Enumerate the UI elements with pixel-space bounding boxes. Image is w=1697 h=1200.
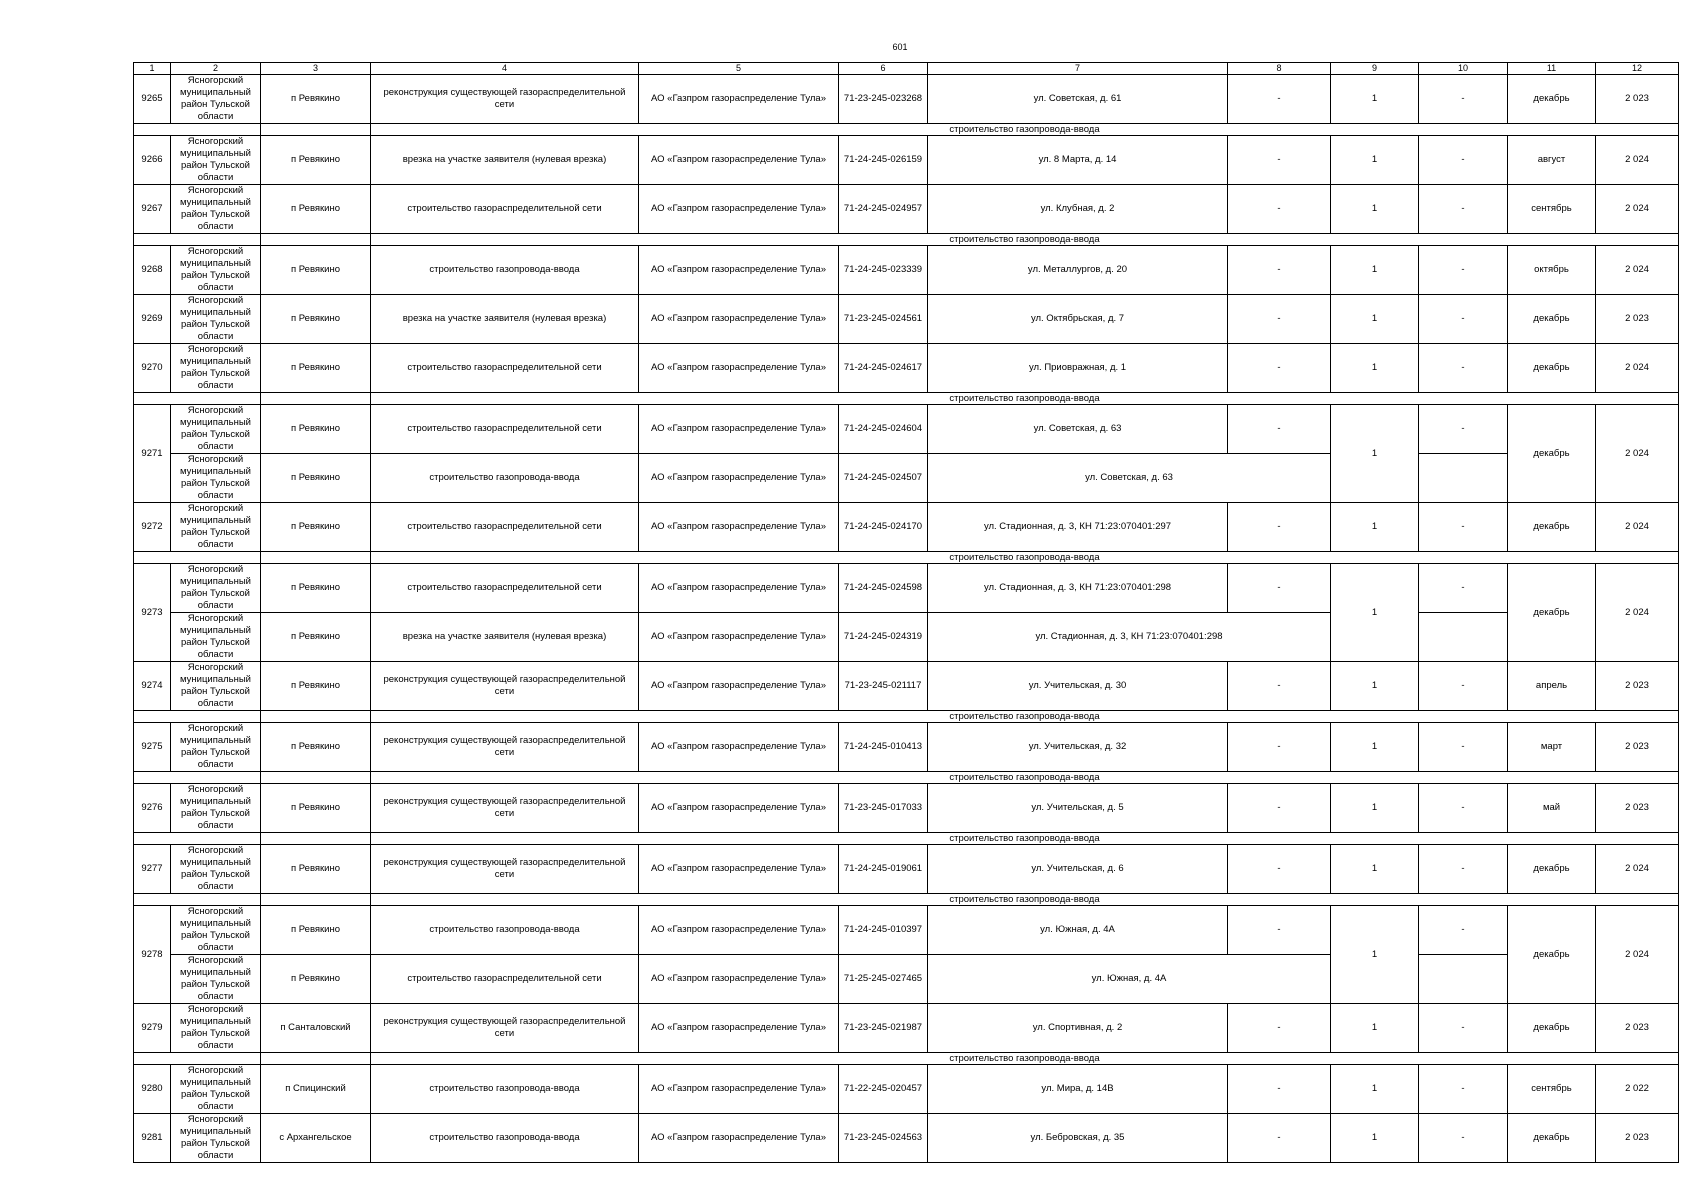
work-type-cell: врезка на участке заявителя (нулевая врезка): [371, 613, 639, 662]
separator-row: [134, 393, 1679, 405]
year-cell: 2 024: [1596, 503, 1679, 552]
col10-cell: -: [1419, 405, 1508, 454]
locality-cell: п Ревякино: [261, 662, 371, 711]
region-cell: Ясногорский муниципальный район Тульской области: [171, 784, 261, 833]
col8-cell: -: [1228, 1065, 1331, 1114]
locality-cell: п Ревякино: [261, 503, 371, 552]
code-cell: 71-22-245-020457: [839, 1065, 928, 1114]
col9-cell: 1: [1331, 185, 1419, 234]
address-cell: ул. Советская, д. 63: [928, 454, 1331, 503]
col8-cell: -: [1228, 136, 1331, 185]
table-row: [134, 955, 1679, 1004]
col10-cell: -: [1419, 1004, 1508, 1053]
table-row: [134, 295, 1679, 344]
year-cell: 2 023: [1596, 295, 1679, 344]
code-cell: 71-24-245-010397: [839, 906, 928, 955]
locality-cell: п Ревякино: [261, 845, 371, 894]
col10-cell: -: [1419, 136, 1508, 185]
address-cell: ул. Мира, д. 14В: [928, 1065, 1228, 1114]
col8-cell: -: [1228, 906, 1331, 955]
address-cell: ул. Октябрьская, д. 7: [928, 295, 1228, 344]
col10-cell: [1419, 613, 1508, 662]
region-cell: Ясногорский муниципальный район Тульской области: [171, 906, 261, 955]
col8-cell: -: [1228, 845, 1331, 894]
organization-cell: АО «Газпром газораспределение Тула»: [639, 75, 839, 124]
col9-cell: 1: [1331, 344, 1419, 393]
col8-cell: -: [1228, 295, 1331, 344]
address-cell: ул. Советская, д. 61: [928, 75, 1228, 124]
work-type-cell: строительство газопровода-ввода: [371, 246, 639, 295]
region-cell: Ясногорский муниципальный район Тульской области: [171, 454, 261, 503]
month-cell: декабрь: [1508, 503, 1596, 552]
address-cell: ул. Учительская, д. 5: [928, 784, 1228, 833]
col10-cell: -: [1419, 906, 1508, 955]
organization-cell: АО «Газпром газораспределение Тула»: [639, 185, 839, 234]
col8-cell: -: [1228, 503, 1331, 552]
region-cell: Ясногорский муниципальный район Тульской области: [171, 955, 261, 1004]
separator-label: строительство газопровода-ввода: [371, 124, 1679, 136]
col9-cell: 1: [1331, 723, 1419, 772]
locality-cell: п Спицинский: [261, 1065, 371, 1114]
code-cell: 71-24-245-023339: [839, 246, 928, 295]
col9-cell: 1: [1331, 405, 1419, 503]
code-cell: 71-23-245-024563: [839, 1114, 928, 1163]
month-cell: декабрь: [1508, 75, 1596, 124]
col10-cell: -: [1419, 344, 1508, 393]
locality-cell: п Ревякино: [261, 405, 371, 454]
separator-row: [134, 833, 1679, 845]
col8-cell: -: [1228, 564, 1331, 613]
work-type-cell: строительство газораспределительной сети: [371, 564, 639, 613]
table-row: [134, 185, 1679, 234]
code-cell: 71-24-245-024170: [839, 503, 928, 552]
work-type-cell: реконструкция существующей газораспределительной сети: [371, 845, 639, 894]
table-row: [134, 723, 1679, 772]
organization-cell: АО «Газпром газораспределение Тула»: [639, 1114, 839, 1163]
organization-cell: АО «Газпром газораспределение Тула»: [639, 723, 839, 772]
col-header: 12: [1596, 63, 1679, 75]
code-cell: 71-24-245-024598: [839, 564, 928, 613]
col9-cell: 1: [1331, 1004, 1419, 1053]
col9-cell: 1: [1331, 1114, 1419, 1163]
col10-cell: -: [1419, 723, 1508, 772]
col10-cell: -: [1419, 784, 1508, 833]
table-row: [134, 503, 1679, 552]
region-cell: Ясногорский муниципальный район Тульской области: [171, 246, 261, 295]
work-type-cell: реконструкция существующей газораспределительной сети: [371, 723, 639, 772]
region-cell: Ясногорский муниципальный район Тульской области: [171, 295, 261, 344]
locality-cell: п Ревякино: [261, 906, 371, 955]
code-cell: 71-23-245-021117: [839, 662, 928, 711]
work-type-cell: реконструкция существующей газораспределительной сети: [371, 662, 639, 711]
month-cell: декабрь: [1508, 906, 1596, 1004]
separator-row: [134, 124, 1679, 136]
table-row: [134, 1065, 1679, 1114]
organization-cell: АО «Газпром газораспределение Тула»: [639, 906, 839, 955]
month-cell: декабрь: [1508, 405, 1596, 503]
separator-label: строительство газопровода-ввода: [371, 552, 1679, 564]
work-type-cell: строительство газораспределительной сети: [371, 955, 639, 1004]
row-number: 9268: [134, 246, 171, 295]
col-header: 8: [1228, 63, 1331, 75]
year-cell: 2 023: [1596, 662, 1679, 711]
col-header: 7: [928, 63, 1228, 75]
col9-cell: 1: [1331, 136, 1419, 185]
separator-label: строительство газопровода-ввода: [371, 711, 1679, 723]
row-number: 9265: [134, 75, 171, 124]
region-cell: Ясногорский муниципальный район Тульской области: [171, 503, 261, 552]
table-row: [134, 405, 1679, 454]
separator-row: [134, 234, 1679, 246]
month-cell: апрель: [1508, 662, 1596, 711]
organization-cell: АО «Газпром газораспределение Тула»: [639, 564, 839, 613]
address-cell: ул. 8 Марта, д. 14: [928, 136, 1228, 185]
work-type-cell: строительство газораспределительной сети: [371, 405, 639, 454]
row-number: 9267: [134, 185, 171, 234]
address-cell: ул. Южная, д. 4А: [928, 955, 1331, 1004]
region-cell: Ясногорский муниципальный район Тульской области: [171, 1065, 261, 1114]
col10-cell: [1419, 454, 1508, 503]
month-cell: декабрь: [1508, 1114, 1596, 1163]
address-cell: ул. Приовражная, д. 1: [928, 344, 1228, 393]
col10-cell: -: [1419, 564, 1508, 613]
work-type-cell: строительство газопровода-ввода: [371, 1065, 639, 1114]
code-cell: 71-25-245-027465: [839, 955, 928, 1004]
year-cell: 2 023: [1596, 784, 1679, 833]
region-cell: Ясногорский муниципальный район Тульской области: [171, 723, 261, 772]
col9-cell: 1: [1331, 662, 1419, 711]
year-cell: 2 024: [1596, 185, 1679, 234]
region-cell: Ясногорский муниципальный район Тульской области: [171, 564, 261, 613]
register-table: [133, 62, 1679, 1163]
year-cell: 2 024: [1596, 906, 1679, 1004]
separator-row: [134, 1053, 1679, 1065]
separator-label: строительство газопровода-ввода: [371, 1053, 1679, 1065]
locality-cell: п Ревякино: [261, 246, 371, 295]
table-row: [134, 454, 1679, 503]
col8-cell: -: [1228, 784, 1331, 833]
address-cell: ул. Советская, д. 63: [928, 405, 1228, 454]
work-type-cell: врезка на участке заявителя (нулевая врезка): [371, 136, 639, 185]
code-cell: 71-23-245-023268: [839, 75, 928, 124]
table-row: [134, 136, 1679, 185]
col8-cell: -: [1228, 1114, 1331, 1163]
col8-cell: -: [1228, 723, 1331, 772]
row-number: 9277: [134, 845, 171, 894]
region-cell: Ясногорский муниципальный район Тульской области: [171, 845, 261, 894]
year-cell: 2 024: [1596, 845, 1679, 894]
row-number: 9266: [134, 136, 171, 185]
col8-cell: -: [1228, 344, 1331, 393]
locality-cell: п Ревякино: [261, 613, 371, 662]
separator-row: [134, 711, 1679, 723]
region-cell: Ясногорский муниципальный район Тульской области: [171, 405, 261, 454]
locality-cell: п Ревякино: [261, 136, 371, 185]
region-cell: Ясногорский муниципальный район Тульской области: [171, 185, 261, 234]
code-cell: 71-24-245-024604: [839, 405, 928, 454]
organization-cell: АО «Газпром газораспределение Тула»: [639, 955, 839, 1004]
col9-cell: 1: [1331, 784, 1419, 833]
code-cell: 71-24-245-024617: [839, 344, 928, 393]
region-cell: Ясногорский муниципальный район Тульской области: [171, 613, 261, 662]
month-cell: декабрь: [1508, 845, 1596, 894]
locality-cell: п Ревякино: [261, 75, 371, 124]
month-cell: сентябрь: [1508, 1065, 1596, 1114]
column-number-row: [134, 63, 1679, 75]
col10-cell: -: [1419, 295, 1508, 344]
col10-cell: -: [1419, 845, 1508, 894]
col-header: 1: [134, 63, 171, 75]
region-cell: Ясногорский муниципальный район Тульской области: [171, 75, 261, 124]
row-number: 9276: [134, 784, 171, 833]
separator-row: [134, 772, 1679, 784]
col8-cell: -: [1228, 662, 1331, 711]
locality-cell: п Санталовский: [261, 1004, 371, 1053]
col-header: 6: [839, 63, 928, 75]
table-row: [134, 1114, 1679, 1163]
table-row: [134, 784, 1679, 833]
month-cell: декабрь: [1508, 564, 1596, 662]
work-type-cell: строительство газопровода-ввода: [371, 454, 639, 503]
col10-cell: -: [1419, 1065, 1508, 1114]
code-cell: 71-24-245-024319: [839, 613, 928, 662]
separator-label: строительство газопровода-ввода: [371, 772, 1679, 784]
month-cell: март: [1508, 723, 1596, 772]
separator-label: строительство газопровода-ввода: [371, 393, 1679, 405]
col8-cell: -: [1228, 246, 1331, 295]
table-row: [134, 564, 1679, 613]
col-header: 2: [171, 63, 261, 75]
col9-cell: 1: [1331, 845, 1419, 894]
row-number: 9270: [134, 344, 171, 393]
locality-cell: п Ревякино: [261, 344, 371, 393]
address-cell: ул. Стадионная, д. 3, КН 71:23:070401:297: [928, 503, 1228, 552]
address-cell: ул. Учительская, д. 6: [928, 845, 1228, 894]
locality-cell: п Ревякино: [261, 185, 371, 234]
col-header: 4: [371, 63, 639, 75]
address-cell: ул. Спортивная, д. 2: [928, 1004, 1228, 1053]
region-cell: Ясногорский муниципальный район Тульской области: [171, 1004, 261, 1053]
work-type-cell: врезка на участке заявителя (нулевая врезка): [371, 295, 639, 344]
col10-cell: [1419, 955, 1508, 1004]
organization-cell: АО «Газпром газораспределение Тула»: [639, 613, 839, 662]
code-cell: 71-24-245-024957: [839, 185, 928, 234]
year-cell: 2 023: [1596, 1114, 1679, 1163]
address-cell: ул. Стадионная, д. 3, КН 71:23:070401:298: [928, 613, 1331, 662]
work-type-cell: строительство газораспределительной сети: [371, 185, 639, 234]
row-number: 9269: [134, 295, 171, 344]
locality-cell: п Ревякино: [261, 454, 371, 503]
month-cell: май: [1508, 784, 1596, 833]
col10-cell: -: [1419, 1114, 1508, 1163]
locality-cell: с Архангельское: [261, 1114, 371, 1163]
year-cell: 2 023: [1596, 723, 1679, 772]
code-cell: 71-24-245-019061: [839, 845, 928, 894]
col9-cell: 1: [1331, 75, 1419, 124]
address-cell: ул. Стадионная, д. 3, КН 71:23:070401:298: [928, 564, 1228, 613]
year-cell: 2 024: [1596, 344, 1679, 393]
col10-cell: -: [1419, 503, 1508, 552]
region-cell: Ясногорский муниципальный район Тульской области: [171, 662, 261, 711]
work-type-cell: реконструкция существующей газораспределительной сети: [371, 784, 639, 833]
row-number: 9280: [134, 1065, 171, 1114]
address-cell: ул. Учительская, д. 30: [928, 662, 1228, 711]
work-type-cell: реконструкция существующей газораспределительной сети: [371, 75, 639, 124]
address-cell: ул. Металлургов, д. 20: [928, 246, 1228, 295]
row-number: 9278: [134, 906, 171, 1004]
address-cell: ул. Клубная, д. 2: [928, 185, 1228, 234]
col10-cell: -: [1419, 185, 1508, 234]
work-type-cell: строительство газораспределительной сети: [371, 344, 639, 393]
separator-label: строительство газопровода-ввода: [371, 894, 1679, 906]
locality-cell: п Ревякино: [261, 295, 371, 344]
organization-cell: АО «Газпром газораспределение Тула»: [639, 405, 839, 454]
address-cell: ул. Южная, д. 4А: [928, 906, 1228, 955]
table-row: [134, 845, 1679, 894]
locality-cell: п Ревякино: [261, 564, 371, 613]
code-cell: 71-24-245-010413: [839, 723, 928, 772]
organization-cell: АО «Газпром газораспределение Тула»: [639, 662, 839, 711]
col8-cell: -: [1228, 405, 1331, 454]
table-row: [134, 75, 1679, 124]
year-cell: 2 024: [1596, 246, 1679, 295]
year-cell: 2 023: [1596, 75, 1679, 124]
col8-cell: -: [1228, 185, 1331, 234]
year-cell: 2 024: [1596, 564, 1679, 662]
row-number: 9272: [134, 503, 171, 552]
separator-row: [134, 894, 1679, 906]
month-cell: декабрь: [1508, 295, 1596, 344]
col9-cell: 1: [1331, 1065, 1419, 1114]
year-cell: 2 024: [1596, 405, 1679, 503]
col9-cell: 1: [1331, 906, 1419, 1004]
year-cell: 2 022: [1596, 1065, 1679, 1114]
month-cell: декабрь: [1508, 344, 1596, 393]
col9-cell: 1: [1331, 295, 1419, 344]
code-cell: 71-24-245-026159: [839, 136, 928, 185]
col9-cell: 1: [1331, 503, 1419, 552]
col-header: 5: [639, 63, 839, 75]
table-row: [134, 344, 1679, 393]
organization-cell: АО «Газпром газораспределение Тула»: [639, 136, 839, 185]
region-cell: Ясногорский муниципальный район Тульской области: [171, 136, 261, 185]
row-number: 9279: [134, 1004, 171, 1053]
address-cell: ул. Бебровская, д. 35: [928, 1114, 1228, 1163]
table-row: [134, 906, 1679, 955]
organization-cell: АО «Газпром газораспределение Тула»: [639, 454, 839, 503]
region-cell: Ясногорский муниципальный район Тульской области: [171, 1114, 261, 1163]
page-number: 601: [892, 42, 908, 52]
col10-cell: -: [1419, 662, 1508, 711]
month-cell: сентябрь: [1508, 185, 1596, 234]
year-cell: 2 024: [1596, 136, 1679, 185]
organization-cell: АО «Газпром газораспределение Тула»: [639, 344, 839, 393]
locality-cell: п Ревякино: [261, 784, 371, 833]
work-type-cell: строительство газораспределительной сети: [371, 503, 639, 552]
col10-cell: -: [1419, 246, 1508, 295]
region-cell: Ясногорский муниципальный район Тульской области: [171, 344, 261, 393]
code-cell: 71-23-245-021987: [839, 1004, 928, 1053]
col8-cell: -: [1228, 75, 1331, 124]
organization-cell: АО «Газпром газораспределение Тула»: [639, 295, 839, 344]
month-cell: октябрь: [1508, 246, 1596, 295]
row-number: 9281: [134, 1114, 171, 1163]
locality-cell: п Ревякино: [261, 723, 371, 772]
table-row: [134, 246, 1679, 295]
col-header: 10: [1419, 63, 1508, 75]
code-cell: 71-24-245-024507: [839, 454, 928, 503]
col8-cell: -: [1228, 1004, 1331, 1053]
table-row: [134, 1004, 1679, 1053]
row-number: 9273: [134, 564, 171, 662]
row-number: 9274: [134, 662, 171, 711]
organization-cell: АО «Газпром газораспределение Тула»: [639, 503, 839, 552]
code-cell: 71-23-245-017033: [839, 784, 928, 833]
work-type-cell: строительство газопровода-ввода: [371, 906, 639, 955]
code-cell: 71-23-245-024561: [839, 295, 928, 344]
year-cell: 2 023: [1596, 1004, 1679, 1053]
col-header: 9: [1331, 63, 1419, 75]
col10-cell: -: [1419, 75, 1508, 124]
work-type-cell: строительство газопровода-ввода: [371, 1114, 639, 1163]
organization-cell: АО «Газпром газораспределение Тула»: [639, 784, 839, 833]
separator-label: строительство газопровода-ввода: [371, 833, 1679, 845]
locality-cell: п Ревякино: [261, 955, 371, 1004]
organization-cell: АО «Газпром газораспределение Тула»: [639, 845, 839, 894]
address-cell: ул. Учительская, д. 32: [928, 723, 1228, 772]
col9-cell: 1: [1331, 564, 1419, 662]
organization-cell: АО «Газпром газораспределение Тула»: [639, 246, 839, 295]
table-row: [134, 662, 1679, 711]
col-header: 11: [1508, 63, 1596, 75]
col9-cell: 1: [1331, 246, 1419, 295]
separator-row: [134, 552, 1679, 564]
separator-label: строительство газопровода-ввода: [371, 234, 1679, 246]
month-cell: декабрь: [1508, 1004, 1596, 1053]
organization-cell: АО «Газпром газораспределение Тула»: [639, 1004, 839, 1053]
row-number: 9271: [134, 405, 171, 503]
organization-cell: АО «Газпром газораспределение Тула»: [639, 1065, 839, 1114]
col-header: 3: [261, 63, 371, 75]
row-number: 9275: [134, 723, 171, 772]
month-cell: август: [1508, 136, 1596, 185]
work-type-cell: реконструкция существующей газораспределительной сети: [371, 1004, 639, 1053]
table-row: [134, 613, 1679, 662]
